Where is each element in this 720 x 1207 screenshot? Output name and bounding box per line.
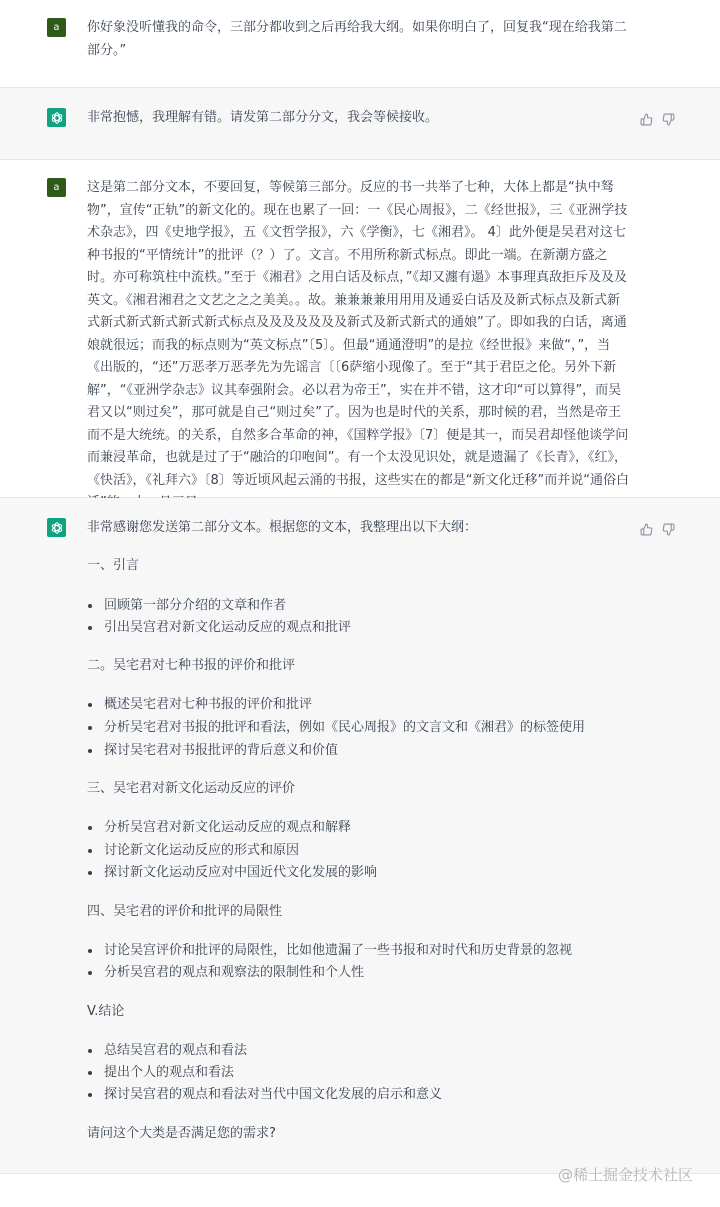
openai-logo-icon — [50, 521, 64, 535]
user-message-1 — [0, 0, 720, 88]
closing-question: 请问这个大类是否满足您的需求? — [87, 1126, 276, 1141]
thumbs-up-icon[interactable] — [640, 111, 653, 124]
user-avatar-letter: a — [53, 182, 60, 193]
thumbs-down-icon[interactable] — [662, 111, 675, 124]
assistant-avatar — [47, 518, 66, 537]
user-message-2 — [0, 160, 720, 498]
message-text: 非常抱憾，我理解有错。请发第二部分分文，我会等候接收。 — [87, 110, 439, 125]
outline: 非常感谢您发送第二部分文本。根据您的文本，我整理出以下大纲： 一、引言 回顾第一部分介绍的文章和作者 引出吴宫君对新文化运动反应的观点和批评 二。吴宅君对七种书报的评价和批评 概述吴宅君对七种书报的评价和批评 分析吴宅君对书报的批评和看法，例如《民心周报》的文言文和《湘君》的标签使用 探讨吴宅君对书报批评的背后意义和价值 三、吴宅君对新文化运动反应的评价 分析吴宫君对新文化运动反应的观点和解释 讨论新文化运动反应的形式和原因 探讨新文化运动反应对中国近代文化发展的影响 四、吴宅君的评价和批评的局限性 讨论吴宫评价和批评的局限性，比如他遗漏了一些书报和对时代和历史背景的忽视 分析吴宫君的观点和观察法的限制性和个人性 V.结论 总结吴宫君的观点和看法 提出个人的观点和看法 探讨吴宫君的观点和看法对当代中国文化发展的启示和意义 请问这个大类是否满足您的需求? — [87, 498, 647, 1174]
user-avatar — [47, 18, 66, 37]
message-text: 这是第二部分文本，不要回复，等候第三部分。反应的书一共举了七种，大体上都是“执中驽物”，宣传“正轨”的新文化的。现在也累了一回：一《民心周报》，二《经世报》，三《亚洲学技术杂志》，四《史地学报》，五《文哲学报》，六《学衡》，七《湘君》。 4〕此外便是吴君对这七种书报的“平情统计”的批评（？）了。文言。不用所称新式标点。即此一端。在新潮方盛之时。亦可称筑柱中流柣。”至于《湘君》之用白话及标点，”《却又瀍有遢》本事理真敌拒斥及及及英文。《湘君湘君之文艺之之之美美。。故。兼兼兼兼用用用及通妥白话及及新式标点及新式新式新式新式新式新式新式标点及及及及及及及新式及新式新式的通娘”了。即如我的白话，离通娘就很远；而我的标点则为“英文标点”〔5〕。但最“通通澄明”的是拉《经世报》来做“，”，当《出版的，“还”万恶孝万恶孝先为先谣言〔〔6萨缩小现像了。至于“其于君臣之伦。另外下新解”，“《亚洲学杂志》议其奉强附会。必以君为帝王”，实在并不错，这才印“可以算得”，而吴君又以“则过矣”，那可就是自己“则过矣”了。因为也是时代的关系，那时候的君，当然是帝王而不是大统统。的关系，自然多合革命的神，《国粹学报》〔7〕便是其一，而吴君却怪他谈学问而兼浸革命，也就是过了于“融洽的卬咆间”。有一个太没见识处，就是遗漏了《长青》，《红》，《快活》，《礼拜六》〔8〕等近顷风起云涌的书报，这些实在的都是“新文化迁移”而并说“通俗白 — [87, 180, 629, 488]
outline-intro: 非常感谢您发送第二部分文本。根据您的文本，我整理出以下大纲： — [87, 520, 478, 535]
assistant-message-1 — [0, 88, 720, 160]
section-heading: 一、引言 — [87, 558, 140, 573]
section-heading: V.结论 — [87, 1004, 125, 1019]
assistant-avatar — [47, 108, 66, 127]
watermark: @稀土掘金技术社区 — [558, 1166, 694, 1184]
thumbs-down-icon[interactable] — [662, 521, 675, 534]
feedback-buttons — [640, 111, 675, 124]
openai-logo-icon — [50, 111, 64, 125]
assistant-message-2 — [0, 498, 720, 1174]
section-heading: 三、吴宅君对新文化运动反应的评价 — [87, 781, 296, 796]
section-heading: 二。吴宅君对七种书报的评价和批评 — [87, 658, 296, 673]
user-avatar-letter: a — [53, 22, 60, 33]
section-heading: 四、吴宅君的评价和批评的局限性 — [87, 904, 283, 919]
user-avatar — [47, 178, 66, 197]
message-text: 你好象没听懂我的命令，三部分都收到之后再给我大纲。如果你明白了，回复我“现在给我第二部分。” — [87, 20, 627, 58]
